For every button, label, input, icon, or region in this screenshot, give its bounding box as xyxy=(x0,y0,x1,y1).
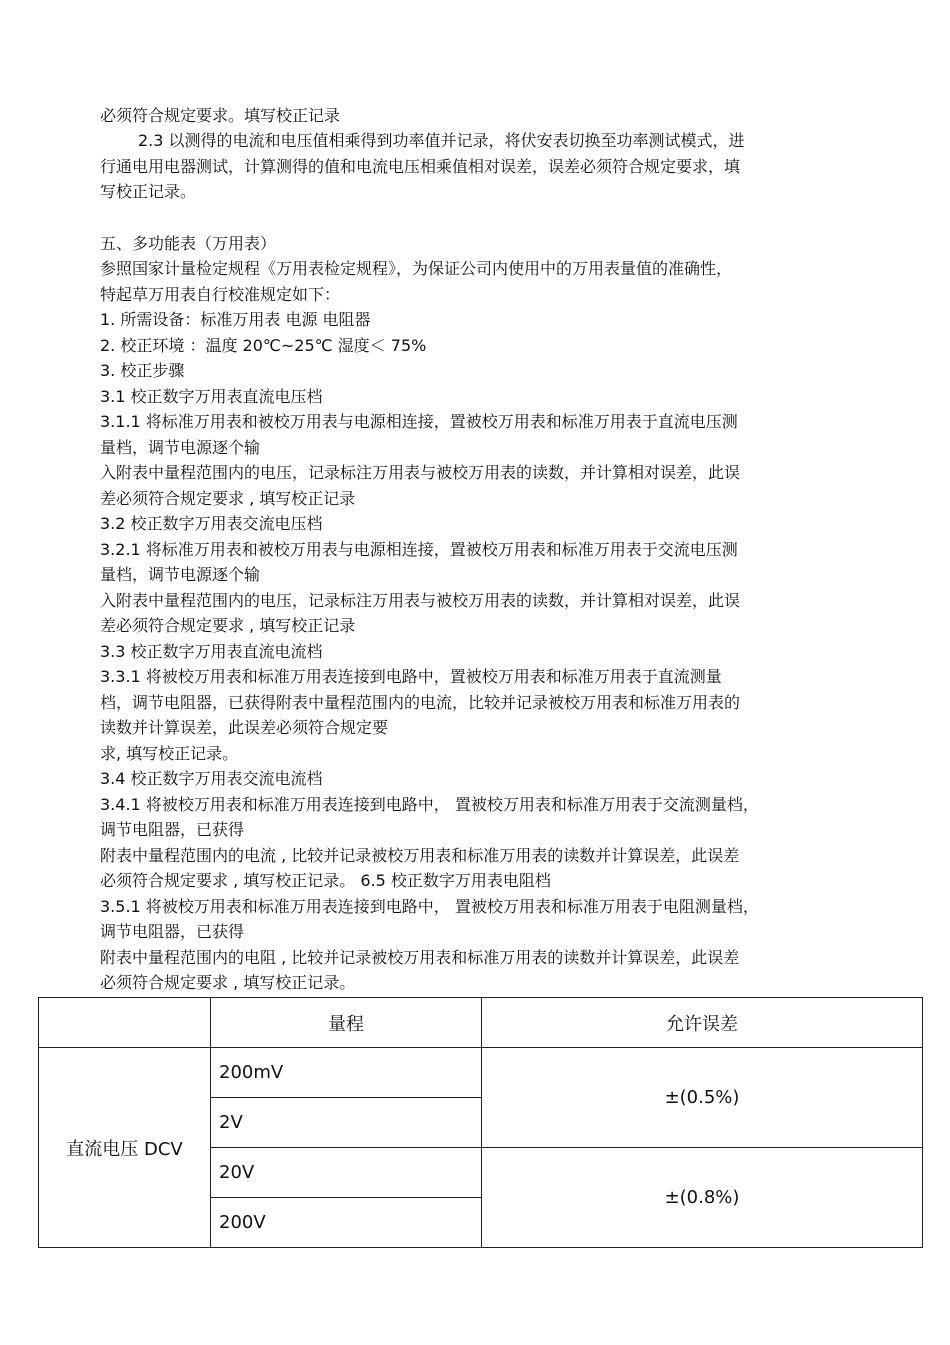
text-line: 必须符合规定要求 , 填写校正记录。 6.5 校正数字万用表电阻档 xyxy=(100,871,551,890)
text-line: 差必须符合规定要求 , 填写校正记录 xyxy=(100,489,356,508)
category-cell: 直流电压 DCV xyxy=(39,1048,211,1248)
range-cell: 200mV xyxy=(211,1048,482,1098)
text-line: 3.2 校正数字万用表交流电压档 xyxy=(100,514,323,533)
text-line: 3.1.1 将标准万用表和被校万用表与电源相连接，置被校万用表和标准万用表于直流电压测 xyxy=(100,412,738,431)
text-line: 行通电用电器测试，计算测得的值和电流电压相乘值相对误差，误差必须符合规定要求，填 xyxy=(100,157,741,176)
text-line: 量档，调节电源逐个输 xyxy=(100,438,261,457)
tolerance-table xyxy=(38,997,923,1248)
text-line: 2.3 以测得的电流和电压值相乘得到功率值并记录，将伏安表切换至功率测试模式，进 xyxy=(138,131,745,150)
text-line: 3.4 校正数字万用表交流电流档 xyxy=(100,769,323,788)
text-line: 差必须符合规定要求 , 填写校正记录 xyxy=(100,616,356,635)
text-line: 档，调节电阻器，已获得附表中量程范围内的电流，比较并记录被校万用表和标准万用表的 xyxy=(100,693,741,712)
text-line: 入附表中量程范围内的电压，记录标注万用表与被校万用表的读数，并计算相对误差，此误 xyxy=(100,463,741,482)
text-line: 3.5.1 将被校万用表和标准万用表连接到电路中， 置被校万用表和标准万用表于电阻测量档， xyxy=(100,897,759,916)
section-heading: 五、多功能表（万用表） xyxy=(100,234,277,253)
tolerance-cell: ±(0.8%) xyxy=(482,1148,923,1248)
text-line: 入附表中量程范围内的电压，记录标注万用表与被校万用表的读数，并计算相对误差，此误 xyxy=(100,591,741,610)
header-range-cell: 量程 xyxy=(211,998,482,1048)
text-line: 附表中量程范围内的电阻 , 比较并记录被校万用表和标准万用表的读数并计算误差，此误差 xyxy=(100,948,740,967)
header-blank-cell xyxy=(39,998,211,1048)
text-line: 3.3 校正数字万用表直流电流档 xyxy=(100,642,323,661)
tolerance-cell: ±(0.5%) xyxy=(482,1048,923,1148)
range-cell: 20V xyxy=(211,1148,482,1198)
text-line: 3.4.1 将被校万用表和标准万用表连接到电路中， 置被校万用表和标准万用表于交流测量档， xyxy=(100,795,759,814)
text-line: 调节电阻器，已获得 xyxy=(100,922,245,941)
range-cell: 200V xyxy=(211,1198,482,1248)
header-tolerance-cell: 允许误差 xyxy=(482,998,923,1048)
text-line: 量档，调节电源逐个输 xyxy=(100,565,261,584)
text-line: 3.3.1 将被校万用表和标准万用表连接到电路中，置被校万用表和标准万用表于直流测量 xyxy=(100,667,722,686)
text-line: 1. 所需设备：标准万用表 电源 电阻器 xyxy=(100,310,371,329)
table-header-row xyxy=(39,998,923,1048)
text-line: 读数并计算误差，此误差必须符合规定要 xyxy=(100,718,389,737)
text-line: 必须符合规定要求。填写校正记录 xyxy=(100,106,341,125)
text-line: 必须符合规定要求 , 填写校正记录。 xyxy=(100,973,356,992)
text-line: 特起草万用表自行校准规定如下： xyxy=(100,285,341,304)
text-line: 写校正记录。 xyxy=(100,182,197,201)
text-line: 求, 填写校正记录。 xyxy=(100,744,239,763)
text-line: 3. 校正步骤 xyxy=(100,361,185,380)
table-row xyxy=(39,1048,923,1098)
text-line: 参照国家计量检定规程《万用表检定规程》，为保证公司内使用中的万用表量值的准确性， xyxy=(100,259,733,278)
text-line: 2. 校正环境 ：温度 20℃~25℃ 湿度＜ 75% xyxy=(100,336,427,355)
range-cell: 2V xyxy=(211,1098,482,1148)
text-line: 3.2.1 将标准万用表和被校万用表与电源相连接，置被校万用表和标准万用表于交流电压测 xyxy=(100,540,738,559)
text-line: 附表中量程范围内的电流 , 比较并记录被校万用表和标准万用表的读数并计算误差，此误差 xyxy=(100,846,740,865)
text-line: 调节电阻器，已获得 xyxy=(100,820,245,839)
text-line: 3.1 校正数字万用表直流电压档 xyxy=(100,387,323,406)
